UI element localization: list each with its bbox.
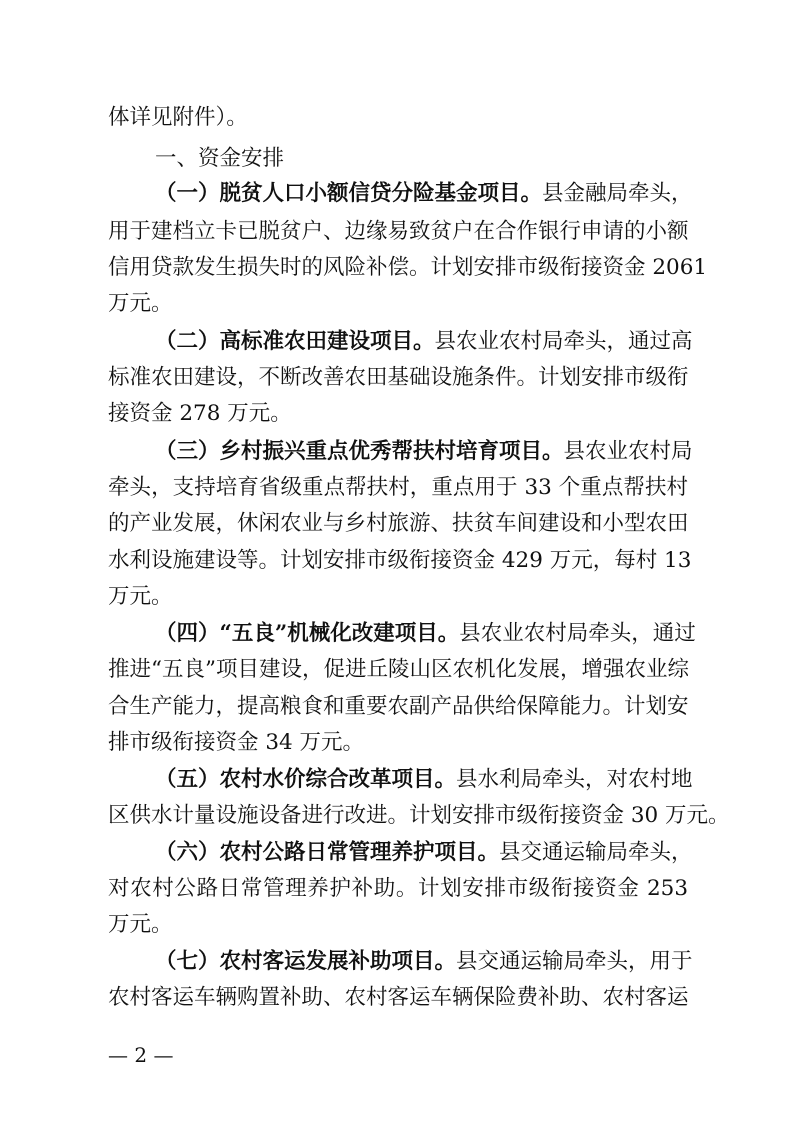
item-text: 县水利局牵头，对农村地 [456, 767, 693, 792]
text-line: 水利设施建设等。计划安排市级衔接资金 429 万元，每村 13 [108, 548, 692, 573]
item-heading-line [155, 760, 693, 800]
text-line: 的产业发展，休闲农业与乡村旅游、扶贫车间建设和小型农田 [108, 511, 689, 536]
item-text: 县农业农村局牵头，通过 [459, 621, 696, 646]
text-line: 万元。 [108, 912, 173, 937]
text-line: 体详见附件）。 [108, 105, 248, 130]
item-heading-line [155, 432, 693, 472]
text-line: 用于建档立卡已脱贫户、边缘易致贫户在合作银行申请的小额 [108, 219, 689, 244]
item-title: （四）“五良”机械化改建项目。 [155, 621, 460, 646]
text-line: 接资金 278 万元。 [108, 401, 292, 426]
item-heading-line [155, 942, 693, 982]
text-line: 牵头，支持培育省级重点帮扶村，重点用于 33 个重点帮扶村 [108, 475, 688, 500]
text-line: 推进“五良”项目建设，促进丘陵山区农机化发展，增强农业综 [108, 657, 689, 682]
text-line: 排市级衔接资金 34 万元。 [108, 730, 365, 755]
item-text: 县交通运输局牵头，用于 [456, 949, 693, 974]
page-number: — 2 — [108, 1043, 174, 1067]
item-heading-line [155, 614, 696, 654]
item-title: （六）农村公路日常管理养护项目。 [155, 840, 500, 865]
item-heading-line [155, 322, 693, 362]
item-title: （二）高标准农田建设项目。 [155, 329, 435, 354]
text-line: 标准农田建设，不断改善农田基础设施条件。计划安排市级衔 [108, 365, 689, 390]
item-title: （三）乡村振兴重点优秀帮扶村培育项目。 [155, 439, 564, 464]
section-heading: 一、资金安排 [155, 146, 285, 171]
text-line: 对农村公路日常管理养护补助。计划安排市级衔接资金 253 [108, 876, 688, 901]
item-text: 县农业农村局牵头，通过高 [434, 329, 693, 354]
item-title: （五）农村水价综合改革项目。 [155, 767, 457, 792]
item-text: 县农业农村局 [563, 439, 693, 464]
text-line: 万元。 [108, 291, 173, 316]
text-line: 信用贷款发生损失时的风险补偿。计划安排市级衔接资金 2061 [108, 255, 708, 280]
text-line: 合生产能力，提高粮食和重要农副产品供给保障能力。计划安 [108, 694, 689, 719]
text-line: 区供水计量设施设备进行改进。计划安排市级衔接资金 30 万元。 [108, 803, 730, 828]
item-heading-line [155, 174, 693, 214]
text-line: 农村客运车辆购置补助、农村客运车辆保险费补助、农村客运 [108, 985, 689, 1010]
item-title: （七）农村客运发展补助项目。 [155, 949, 457, 974]
item-text: 县金融局牵头， [542, 181, 693, 206]
text-line: 万元。 [108, 584, 173, 609]
item-text: 县交通运输局牵头， [499, 840, 693, 865]
item-title: （一）脱贫人口小额信贷分险基金项目。 [155, 181, 543, 206]
item-heading-line [155, 833, 693, 873]
